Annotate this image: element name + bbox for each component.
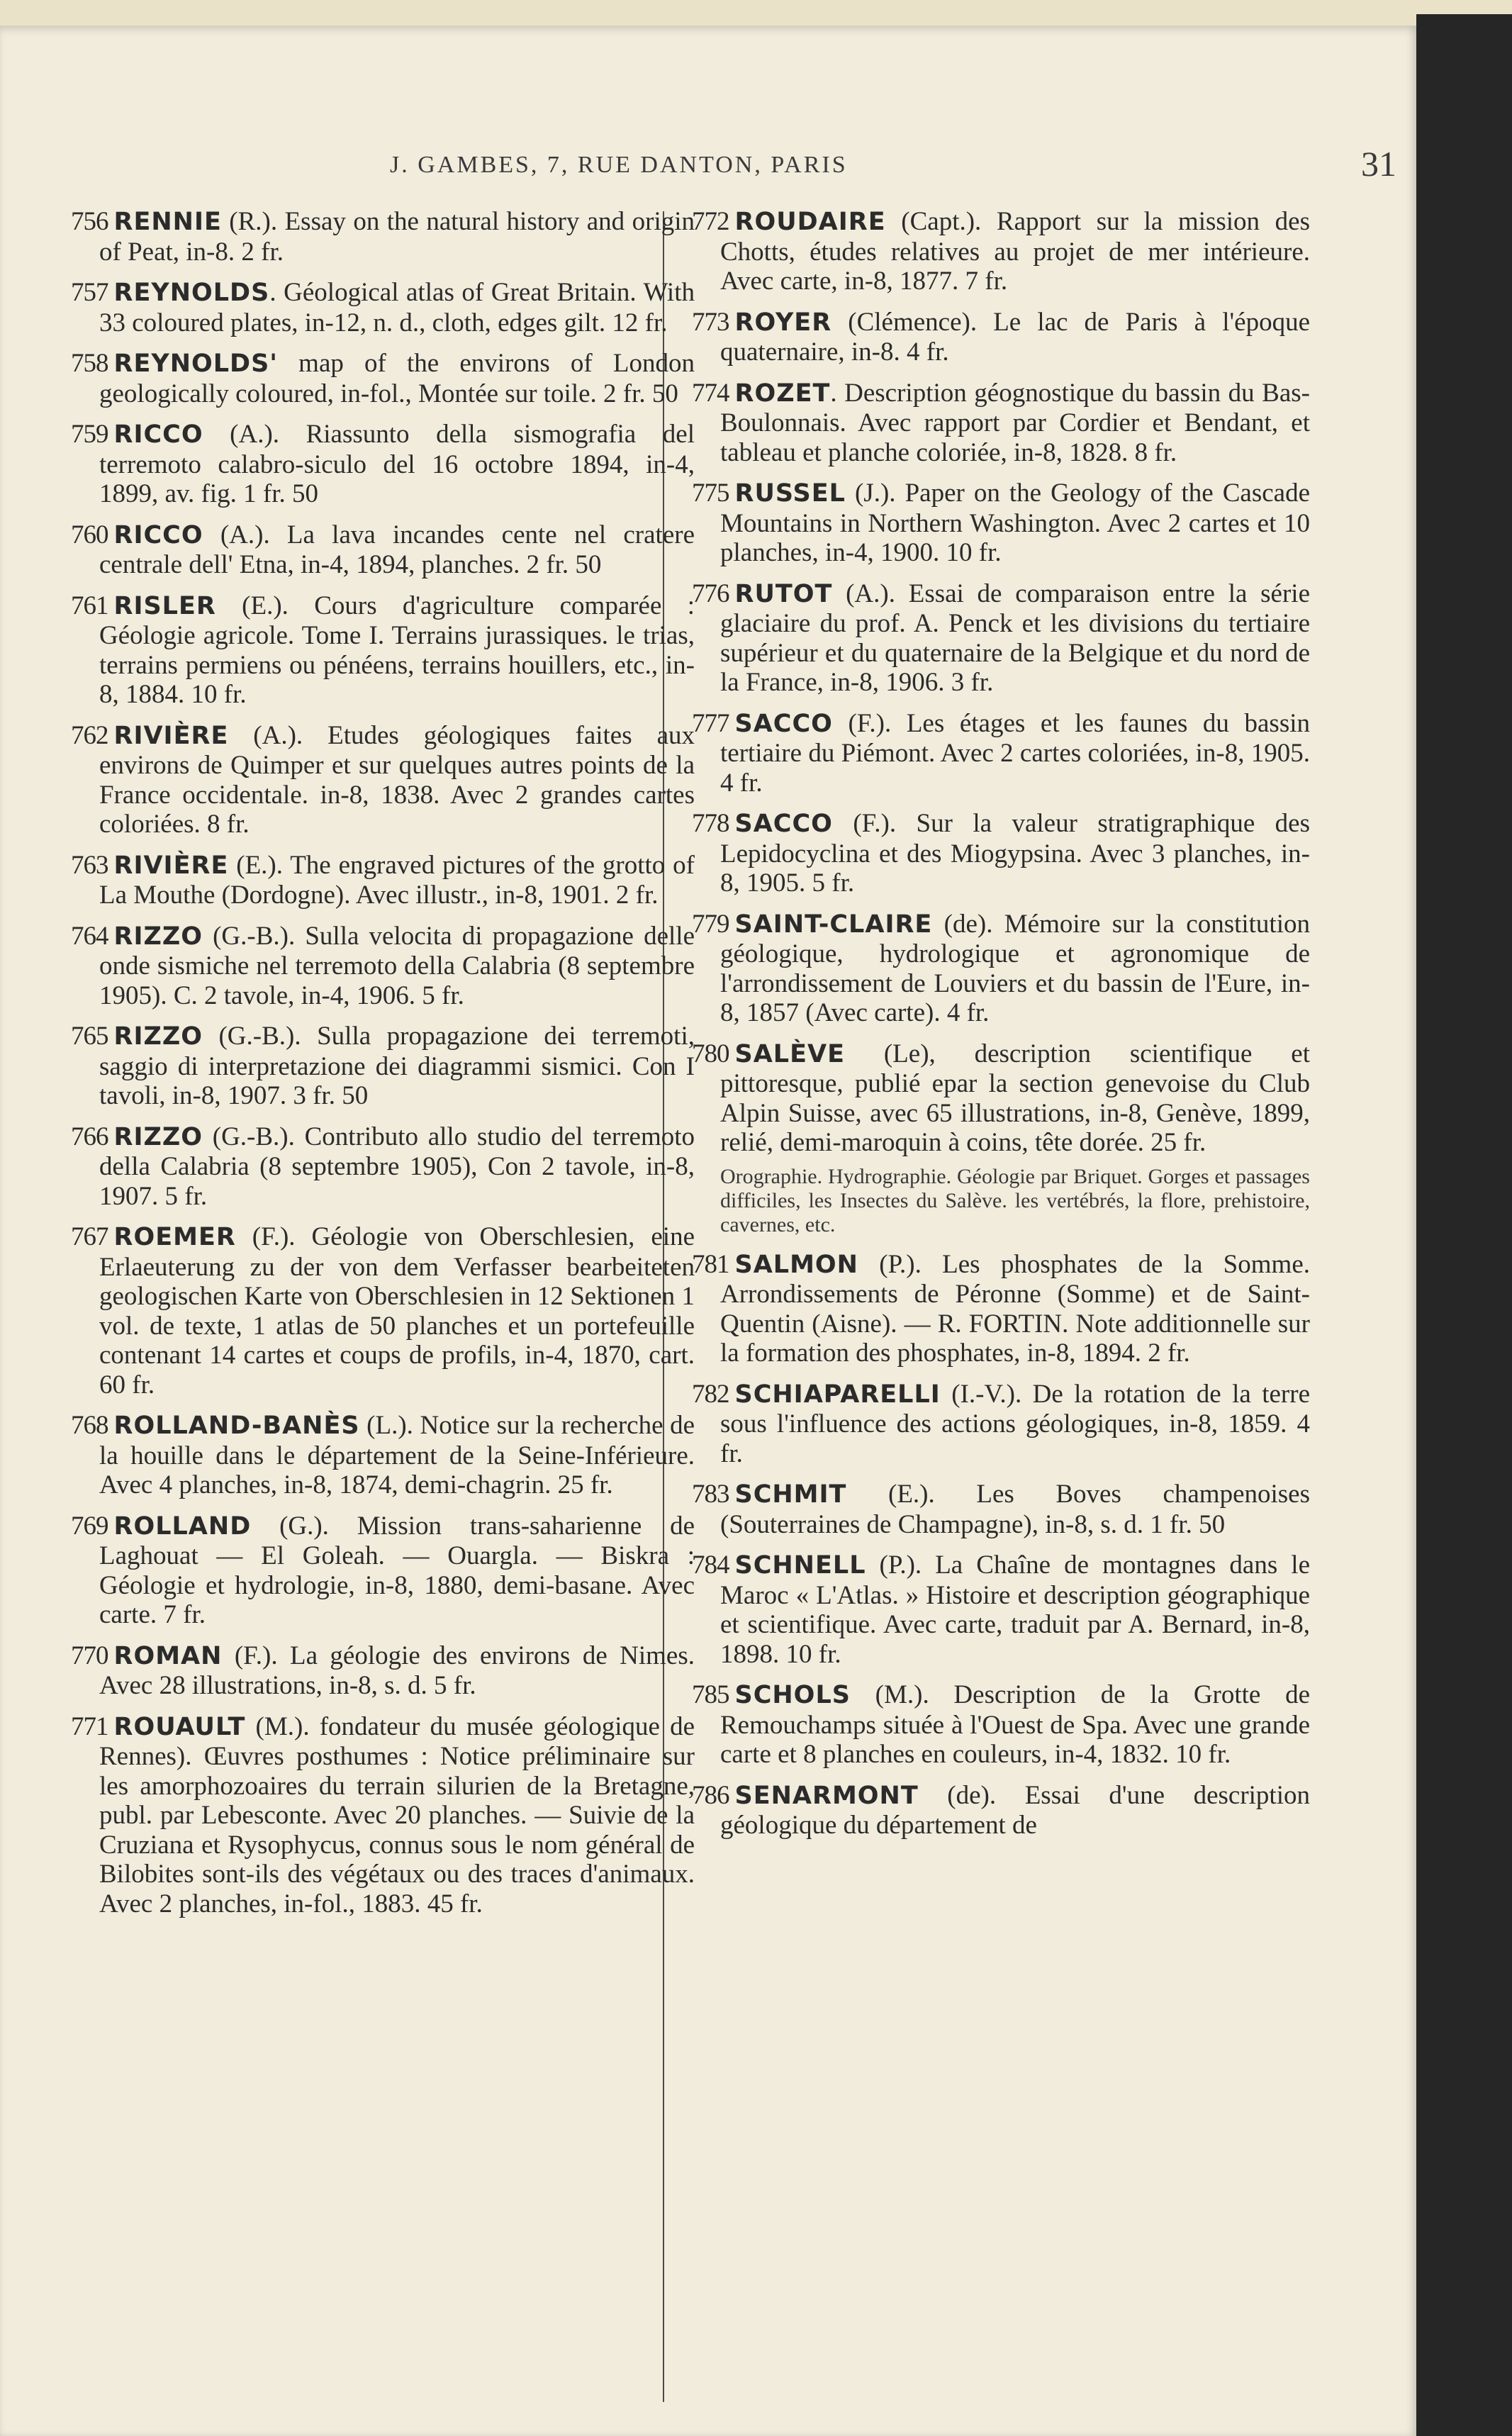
catalog-entry: [692, 1551, 1310, 1669]
entry-number: 768: [71, 1411, 108, 1440]
entry-number: 778: [692, 809, 729, 838]
entry-description: (J.). Paper on the Geology of the Cascade Mountains in Northern Washington. Avec 2 cartes et 10 planches, in-4, 1900. 10 fr.: [720, 479, 1310, 567]
entry-author: RICCO: [113, 420, 203, 449]
entry-number: 762: [71, 720, 108, 750]
catalog-entry: [71, 207, 695, 267]
entry-number: 781: [692, 1249, 729, 1279]
entry-description: (M.). Description de la Grotte de Remouchamps située à l'Ouest de Spa. Avec une grande carte et 8 planches en couleurs, in-4, 1832. 10 fr.: [720, 1680, 1310, 1769]
catalog-entry: [71, 520, 695, 580]
right-column: [692, 207, 1310, 1852]
entry-author: RIVIÈRE: [113, 721, 229, 750]
entry-description: (G.-B.). Sulla propagazione dei terremoti, saggio di interpretazione dei diagrammi sismici. Con I tavoli, in-8, 1907. 3 fr. 50: [99, 1022, 695, 1110]
entry-number: 763: [71, 850, 108, 880]
entry-author: ROZET: [734, 379, 831, 408]
catalog-entry: [71, 278, 695, 337]
entry-description: (de). Mémoire sur la constitution géologique, hydrologique et agronomique de l'arrondissement de Louviers et du bassin de l'Eure, in-8, 1857 (Avec carte). 4 fr.: [720, 909, 1310, 1027]
entry-description: . Géological atlas of Great Britain. With 33 coloured plates, in-12, n. d., cloth, edges gilt. 12 fr.: [99, 278, 695, 337]
entry-author: ROMAN: [113, 1641, 223, 1670]
entry-description: (F.). Les étages et les faunes du bassin tertiaire du Piémont. Avec 2 cartes coloriées, in-8, 1905. 4 fr.: [720, 708, 1310, 798]
entry-note: Orographie. Hydrographie. Géologie par Briquet. Gorges et passages difficiles, les Insectes du Salève. les vertébrés, la flore, prehistoire, cavernes, etc.: [720, 1164, 1310, 1236]
entry-description: (G.-B.). Sulla velocita di propagazione delle onde sismiche nel terremoto della Calabria (8 septembre 1905). C. 2 tavole, in-4, 1906. 5 fr.: [99, 921, 695, 1010]
entry-author: RIZZO: [113, 1122, 203, 1151]
entry-author: ROUAULT: [113, 1712, 246, 1741]
entry-author: ROLLAND: [113, 1512, 252, 1541]
entry-author: SACCO: [734, 709, 833, 738]
entry-author: RENNIE: [113, 208, 222, 236]
catalog-entry: [692, 709, 1310, 798]
entry-number: 759: [71, 420, 108, 449]
entry-description: (A.). La lava incandes cente nel cratere centrale dell' Etna, in-4, 1894, planches. 2 fr. 50: [99, 520, 695, 579]
catalog-entry: [692, 1781, 1310, 1840]
entry-number: 773: [692, 307, 729, 337]
entry-number: 776: [692, 579, 729, 608]
entry-description: (G.-B.). Contributo allo studio del terremoto della Calabria (8 septembre 1905), Con 2 tavole, in-8, 1907. 5 fr.: [99, 1122, 695, 1211]
catalog-entry: [692, 1680, 1310, 1770]
entry-description: (E.). Les Boves champenoises (Souterraines de Champagne), in-8, s. d. 1 fr. 50: [720, 1480, 1310, 1539]
entry-description: (Clémence). Le lac de Paris à l'époque quaternaire, in-8. 4 fr.: [720, 307, 1310, 367]
catalog-entry: [71, 922, 695, 1011]
entry-number: 757: [71, 278, 108, 307]
entry-author: SALMON: [734, 1250, 858, 1279]
entry-description: (Le), description scientifique et pittoresque, publié epar la section genevoise du Club Alpin Suisse, avec 65 illustrations, in-8, Genève, 1899, relié, demi-maroquin à coins, tête dorée. 25 fr.: [720, 1039, 1310, 1157]
entry-number: 771: [71, 1711, 108, 1741]
entry-description: map of the environs of London geologically coloured, in-fol., Montée sur toile. 2 fr. 50: [99, 349, 695, 408]
entry-description: (Capt.). Rapport sur la mission des Chotts, études relatives au projet de mer intérieure. Avec carte, in-8, 1877. 7 fr.: [720, 207, 1310, 296]
entry-author: REYNOLDS: [113, 279, 270, 307]
entry-description: (P.). La Chaîne de montagnes dans le Maroc « L'Atlas. » Histoire et description géographique et scientifique. Avec carte, traduit par A. Bernard, in-8, 1898. 10 fr.: [720, 1551, 1310, 1669]
entry-number: 783: [692, 1480, 729, 1509]
entry-number: 761: [71, 591, 108, 620]
catalog-entry: [692, 308, 1310, 367]
catalog-entry: [692, 1380, 1310, 1469]
catalog-entry: [71, 420, 695, 509]
entry-author: RUTOT: [734, 579, 833, 608]
entry-author: ROUDAIRE: [734, 208, 886, 236]
entry-author: RICCO: [113, 520, 203, 549]
entry-description: (E.). Cours d'agriculture comparée : Géologie agricole. Tome I. Terrains jurassiques. le trias, terrains permiens ou pénéens, terrains houillers, etc., in-8, 1884. 10 fr.: [99, 591, 695, 709]
catalog-entry: [71, 851, 695, 910]
catalog-entry: [692, 579, 1310, 698]
entry-number: 764: [71, 921, 108, 951]
entry-author: SCHIAPARELLI: [734, 1380, 941, 1409]
catalog-entry: [692, 1039, 1310, 1158]
entry-author: ROYER: [734, 308, 832, 337]
entry-description: (P.). Les phosphates de la Somme. Arrondissements de Péronne (Somme) et de Saint-Quentin (Aisne). — R. FORTIN. Note additionnelle sur la formation des phosphates, in-8, 1894. 2 fr.: [720, 1249, 1310, 1368]
scan-edge: [1416, 14, 1512, 2436]
catalog-entry: [692, 207, 1310, 296]
catalog-entry: [692, 1250, 1310, 1368]
entry-author: SACCO: [734, 810, 833, 838]
catalog-entry: [692, 1480, 1310, 1539]
running-title: J. GAMBES, 7, RUE DANTON, PARIS: [390, 152, 848, 178]
page-number: 31: [1361, 144, 1396, 184]
entry-description: (de). Essai d'une description géologique du département de: [720, 1780, 1310, 1840]
left-column: [71, 207, 695, 1930]
entry-description: (E.). The engraved pictures of the grotto of La Mouthe (Dordogne). Avec illustr., in-8, 1901. 2 fr.: [99, 850, 695, 910]
entry-number: 777: [692, 708, 729, 738]
entry-number: 775: [692, 479, 729, 508]
entry-author: REYNOLDS': [113, 350, 279, 378]
entry-number: 780: [692, 1039, 729, 1068]
catalog-entry: [692, 910, 1310, 1028]
entry-description: (A.). Riassunto della sismografia del terremoto calabro-siculo del 16 octobre 1894, in-4, 1899, av. fig. 1 fr. 50: [99, 420, 695, 508]
entry-description: (F.). La géologie des environs de Nimes. Avec 28 illustrations, in-8, s. d. 5 fr.: [99, 1641, 695, 1700]
catalog-entry: [71, 721, 695, 839]
entry-author: RUSSEL: [734, 479, 846, 508]
catalog-entry: [692, 479, 1310, 568]
entry-author: ROEMER: [113, 1223, 236, 1251]
entry-description: (L.). Notice sur la recherche de la houille dans le département de la Seine-Inférieure. Avec 4 planches, in-8, 1874, demi-chagrin. 25 fr.: [99, 1411, 695, 1499]
entry-author: SCHNELL: [734, 1551, 866, 1580]
entry-number: 770: [71, 1641, 108, 1670]
catalog-entry: [71, 1641, 695, 1701]
entry-author: SALÈVE: [734, 1039, 846, 1068]
entry-description: (M.). fondateur du musée géologique de Rennes). Œuvres posthumes : Notice préliminaire sur les amorphozoaires du terrain silurien de la Bretagne, publ. par Lebesconte. Avec 20 planches. — Suivie de la Cruziana et Rysophycus, connus sous le nom général de Bilobites sont-ils des végétaux ou des traces d'animaux. Avec 2 planches, in-fol., 1883. 45 fr.: [99, 1711, 695, 1918]
entry-number: 782: [692, 1379, 729, 1409]
catalog-entry: [71, 1712, 695, 1919]
entry-description: (G.). Mission trans-saharienne de Laghouat — El Goleah. — Ouargla. — Biskra : Géologie et hydrologie, in-8, 1880, demi-basane. Avec carte. 7 fr.: [99, 1511, 695, 1629]
entry-author: SCHOLS: [734, 1681, 851, 1709]
entry-description: (A.). Etudes géologiques faites aux environs de Quimper et sur quelques autres points de la France occidentale. in-8, 1838. Avec 2 grandes cartes coloriées. 8 fr.: [99, 720, 695, 839]
catalog-entry: [692, 809, 1310, 898]
entry-description: (R.). Essay on the natural history and origin of Peat, in-8. 2 fr.: [99, 207, 695, 267]
entry-number: 784: [692, 1551, 729, 1580]
entry-number: 774: [692, 378, 729, 408]
entry-number: 766: [71, 1122, 108, 1151]
entry-number: 767: [71, 1222, 108, 1251]
entry-description: (F.). Sur la valeur stratigraphique des Lepidocyclina et des Miogypsina. Avec 3 planches, in-8, 1905. 5 fr.: [720, 809, 1310, 898]
entry-author: SCHMIT: [734, 1480, 847, 1509]
entry-number: 756: [71, 207, 108, 236]
entry-author: RISLER: [113, 591, 216, 620]
catalog-entry: [71, 1022, 695, 1111]
catalog-entry: [71, 1512, 695, 1630]
entry-description: . Description géognostique du bassin du Bas-Boulonnais. Avec rapport par Cordier et Bendant, et tableau et planche coloriée, in-8, 1828. 8 fr.: [720, 378, 1310, 467]
entry-author: RIZZO: [113, 1022, 203, 1051]
entry-author: RIZZO: [113, 922, 203, 951]
entry-number: 786: [692, 1780, 729, 1810]
catalog-entry: [71, 1411, 695, 1500]
catalog-entry: [71, 1122, 695, 1212]
entry-number: 765: [71, 1022, 108, 1051]
entry-number: 769: [71, 1511, 108, 1541]
entry-author: SAINT-CLAIRE: [734, 910, 933, 939]
catalog-entry: [71, 349, 695, 408]
entry-number: 779: [692, 909, 729, 939]
entry-description: (F.). Géologie von Oberschlesien, eine Erlaeuterung zu der von dem Verfasser bearbeiteten geologischen Karte von Oberschlesien in 12 Sektionen 1 vol. de texte, 1 atlas de 50 planches et un portefeuille contenant 14 cartes et coups de profils, in-4, 1870, cart. 60 fr.: [99, 1222, 695, 1399]
entry-number: 758: [71, 349, 108, 378]
catalog-entry: [71, 591, 695, 710]
catalog-entry: [71, 1222, 695, 1399]
catalog-entry: [692, 379, 1310, 468]
entry-author: SENARMONT: [734, 1781, 919, 1810]
page-header: [390, 144, 1396, 190]
entry-author: RIVIÈRE: [113, 851, 229, 880]
entry-description: (A.). Essai de comparaison entre la série glaciaire du prof. A. Penck et les divisions du tertiaire supérieur et du quaternaire de la Belgique et du nord de la France, in-8, 1906. 3 fr.: [720, 579, 1310, 697]
entry-number: 772: [692, 207, 729, 236]
entry-number: 760: [71, 520, 108, 549]
entry-author: ROLLAND-BANÈS: [113, 1412, 360, 1440]
entry-number: 785: [692, 1680, 729, 1709]
entry-description: (I.-V.). De la rotation de la terre sous l'influence des actions géologiques, in-8, 1859. 4 fr.: [720, 1379, 1310, 1468]
